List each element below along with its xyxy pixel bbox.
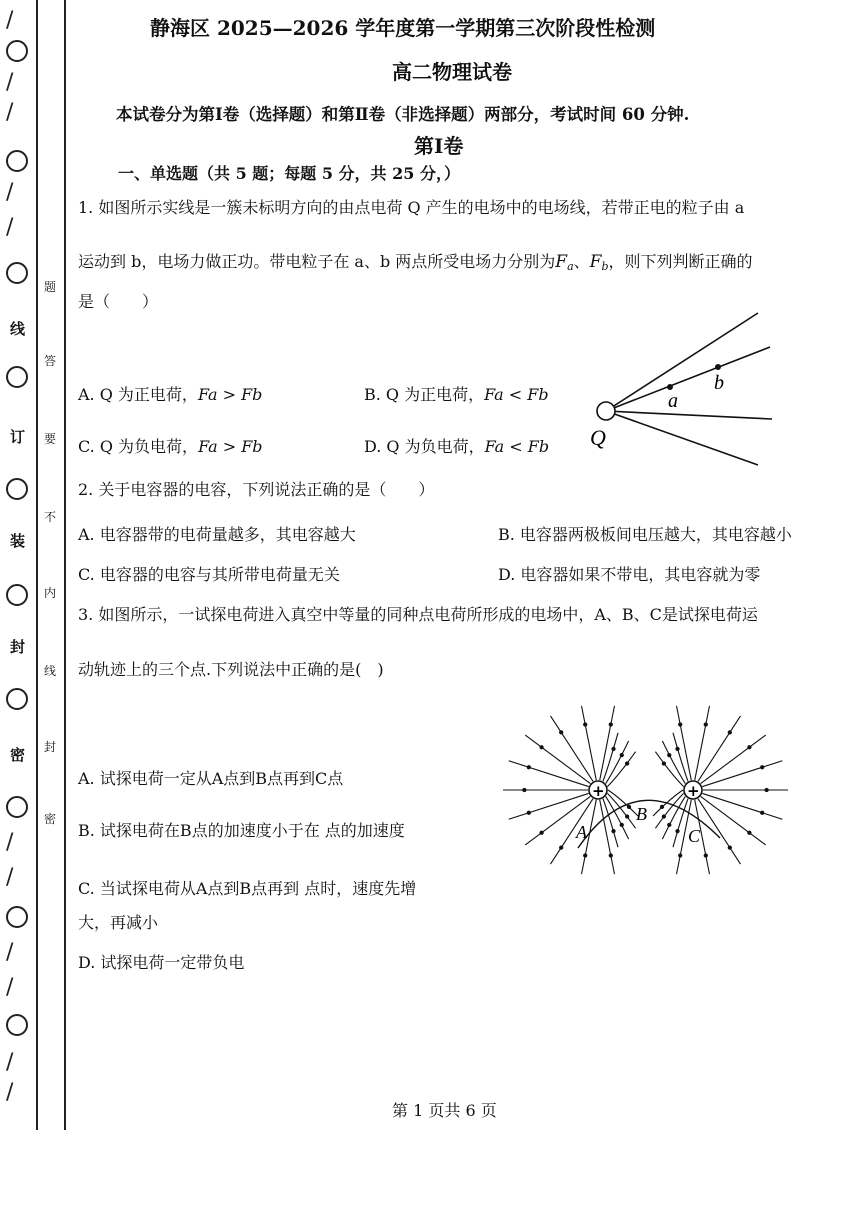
q1-option-c-relation: Fa > Fb (198, 437, 263, 456)
field-arrow (609, 854, 612, 857)
side-char: 题 (44, 280, 57, 294)
circle-mark (6, 688, 28, 710)
field-arrow (540, 831, 543, 834)
point-c-label: C (688, 826, 701, 846)
charge-q-circle (597, 402, 615, 420)
q3-field-lines (503, 706, 788, 874)
q1-stem-line1: 1. 如图所示实线是一簇未标明方向的由点电荷 Q 产生的电场中的电场线，若带正电的粒子由 a (78, 198, 745, 217)
q3-option-d[interactable]: D. 试探电荷一定带负电 (78, 953, 245, 972)
circle-mark (6, 478, 28, 500)
field-line (673, 733, 688, 782)
slash-mark: / (6, 940, 14, 965)
binding-margin (0, 0, 70, 1228)
circle-mark (6, 262, 28, 284)
q1-option-b-text: B. Q 为正电荷， (364, 385, 485, 404)
binding-char: 装 (10, 532, 26, 550)
q3-option-c-line2: 大，再减小 (78, 913, 159, 932)
field-arrow (748, 831, 751, 834)
point-b-label: b (714, 372, 724, 394)
field-arrow (523, 788, 526, 791)
q1-option-d[interactable] (364, 434, 549, 457)
field-arrow (527, 766, 530, 769)
field-arrow (668, 754, 671, 757)
circle-mark (6, 366, 28, 388)
field-line (606, 411, 772, 419)
field-arrow (704, 723, 707, 726)
exam-subtitle: 高二物理试卷 (392, 60, 512, 84)
q1-force-b-sub: b (601, 260, 609, 273)
field-arrow (679, 723, 682, 726)
slash-mark: / (6, 830, 14, 855)
side-char: 要 (44, 432, 57, 446)
slash-mark: / (6, 1050, 14, 1075)
right-plus-sign: + (687, 782, 700, 800)
field-arrow (540, 746, 543, 749)
field-arrow (626, 815, 629, 818)
field-arrow (676, 747, 679, 750)
q2-option-b[interactable]: B. 电容器两极板间电压越大，其电容越小 (498, 525, 792, 544)
q1-separator: 、 (573, 252, 590, 271)
circle-mark (6, 584, 28, 606)
field-arrow (668, 823, 671, 826)
exam-title: 静海区 2025—2026 学年度第一学期第三次阶段性检测 (150, 16, 656, 40)
field-arrow (609, 723, 612, 726)
field-arrow (612, 747, 615, 750)
q1-option-a[interactable] (78, 382, 262, 405)
field-arrow (761, 811, 764, 814)
field-line (695, 706, 710, 780)
field-arrow (662, 762, 665, 765)
side-char: 不 (44, 510, 57, 524)
side-char: 内 (44, 586, 57, 600)
slash-mark: / (6, 70, 14, 95)
field-arrow (584, 723, 587, 726)
field-arrow (748, 746, 751, 749)
field-arrow (560, 731, 563, 734)
q1-option-a-text: A. Q 为正电荷， (78, 385, 198, 404)
field-arrow (612, 830, 615, 833)
q1-option-c[interactable] (78, 434, 263, 457)
q3-option-c-line1[interactable]: C. 当试探电荷从A点到B点再到 点时，速度先增 (78, 879, 417, 898)
field-arrow (620, 823, 623, 826)
side-char: 线 (44, 664, 57, 678)
q3-field-figure (490, 698, 808, 890)
slash-mark: / (6, 1080, 14, 1105)
field-line (606, 313, 758, 411)
field-line (606, 411, 758, 465)
field-line (606, 347, 770, 411)
part-heading: 一、单选题（共 5 题；每题 5 分，共 25 分，） (118, 164, 460, 183)
q2-option-c[interactable]: C. 电容器的电容与其所带电荷量无关 (78, 565, 340, 584)
binding-char: 线 (10, 320, 26, 338)
q1-field-lines-figure (580, 305, 850, 475)
field-arrow (679, 854, 682, 857)
circle-mark (6, 1014, 28, 1036)
field-arrow (704, 854, 707, 857)
field-arrow (584, 854, 587, 857)
point-b-label: B (636, 804, 647, 824)
q3-option-a[interactable]: A. 试探电荷一定从A点到B点再到C点 (78, 769, 344, 788)
slash-mark: / (6, 100, 14, 125)
binding-char: 订 (10, 428, 26, 446)
binding-char: 封 (10, 638, 26, 656)
q1-force-b: F (589, 252, 602, 272)
q1-option-c-text: C. Q 为负电荷， (78, 437, 199, 456)
point-a-label: A (576, 822, 587, 842)
side-char: 密 (44, 812, 57, 826)
q1-stem-line2-tail: ，则下列判断正确的 (608, 252, 753, 271)
field-arrow (761, 766, 764, 769)
exam-notice: 本试卷分为第Ⅰ卷（选择题）和第Ⅱ卷（非选择题）两部分，考试时间 60 分钟. (116, 105, 690, 124)
field-arrow (662, 815, 665, 818)
q1-option-b[interactable] (364, 382, 549, 405)
field-arrow (728, 846, 731, 849)
q1-force-a: F (555, 252, 568, 272)
side-char: 答 (44, 354, 57, 368)
field-line (582, 706, 597, 780)
q3-option-b[interactable]: B. 试探电荷在B点的加速度小于在 点的加速度 (78, 821, 405, 840)
section-title: 第Ⅰ卷 (414, 134, 464, 158)
q1-force-a-sub: a (567, 260, 574, 273)
slash-mark: / (6, 975, 14, 1000)
page-number: 第 1 页共 6 页 (392, 1101, 497, 1120)
left-plus-sign: + (592, 782, 605, 800)
charge-q-label: Q (590, 425, 606, 450)
margin-line-outer (64, 0, 66, 1130)
field-line (603, 799, 618, 848)
q1-option-d-relation: Fa < Fb (484, 437, 550, 456)
field-arrow (560, 846, 563, 849)
binding-char: 密 (10, 746, 26, 764)
slash-mark: / (6, 865, 14, 890)
field-arrow (660, 805, 663, 808)
q1-stem-line3: 是（ ） (78, 292, 159, 311)
slash-mark: / (6, 8, 14, 33)
field-arrow (527, 811, 530, 814)
circle-mark (6, 796, 28, 818)
field-arrow (676, 830, 679, 833)
field-arrow (627, 805, 630, 808)
slash-mark: / (6, 215, 14, 240)
q1-stem-line2-text: 运动到 b，电场力做正功。带电粒子在 a、b 两点所受电场力分别为 (78, 252, 556, 271)
q2-option-a[interactable]: A. 电容器带的电荷量越多，其电容越大 (78, 525, 356, 544)
field-arrow (765, 788, 768, 791)
point-b-dot (715, 364, 721, 370)
q3-stem-line2: 动轨迹上的三个点.下列说法中正确的是( ) (78, 660, 384, 679)
margin-line-inner (36, 0, 38, 1130)
field-line (603, 733, 618, 782)
q2-stem: 2. 关于电容器的电容，下列说法正确的是（ ） (78, 480, 435, 499)
q1-option-d-text: D. Q 为负电荷， (364, 437, 485, 456)
circle-mark (6, 40, 28, 62)
q1-stem-line2 (78, 254, 753, 272)
field-arrow (626, 762, 629, 765)
field-arrow (620, 754, 623, 757)
side-char: 封 (44, 740, 57, 754)
q1-option-a-relation: Fa > Fb (197, 385, 263, 404)
slash-mark: / (6, 180, 14, 205)
field-arrow (728, 731, 731, 734)
q2-option-d[interactable]: D. 电容器如果不带电，其电容就为零 (498, 565, 761, 584)
circle-mark (6, 906, 28, 928)
q1-option-b-relation: Fa < Fb (484, 385, 549, 404)
point-a-label: a (668, 390, 678, 412)
q3-stem-line1: 3. 如图所示，一试探电荷进入真空中等量的同种点电荷所形成的电场中，A、B、C是试探电荷运 (78, 605, 758, 624)
circle-mark (6, 150, 28, 172)
